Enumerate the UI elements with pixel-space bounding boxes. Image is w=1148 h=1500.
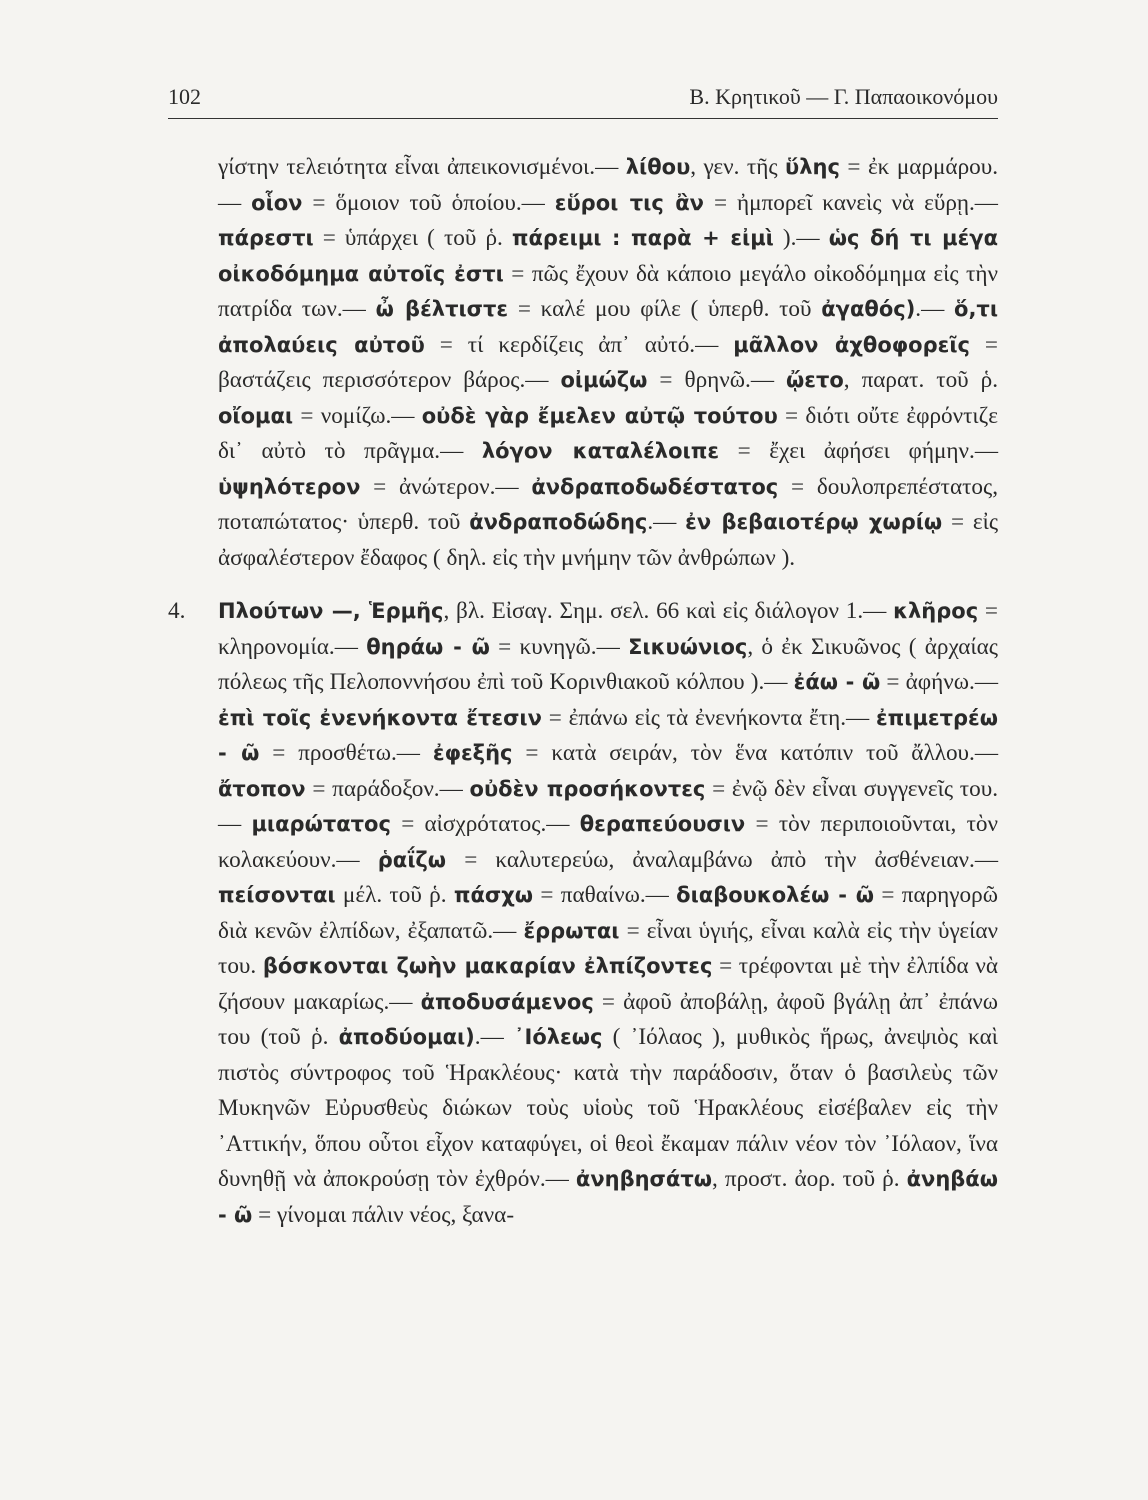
lemma-headword: ἀγαθός)	[821, 297, 916, 321]
lemma-headword: ὑψηλότερον	[218, 474, 361, 499]
gloss-text: = τὸν περιποιοῦνται, τὸν κολακεύουν.—	[218, 811, 999, 873]
lemma-headword: ῥαΐζω	[377, 847, 447, 872]
gloss-text: = ἐπάνω εἰς τὰ ἐνενήκοντα ἔτη.—	[541, 704, 876, 731]
lemma-headword: ἐπιμετρέω - ῶ	[218, 705, 998, 765]
lemma-headword: μᾶλλον ἀχθοφορεῖς	[733, 332, 970, 357]
lemma-headword: Πλούτων —, Ἑρμῆς	[218, 599, 444, 623]
gloss-text: = τί κερδίζεις ἀπ᾽ αὐτό.—	[424, 331, 734, 358]
gloss-text: γίστην τελειότητα εἶναι ἀπεικονισμένοι.—	[218, 154, 626, 180]
gloss-text: = βαστάζεις περισσότερον βάρος.—	[218, 331, 998, 393]
gloss-text: = κυνηγῶ.—	[489, 633, 629, 660]
section-number: 4.	[168, 598, 186, 624]
gloss-text: , παρατ. τοῦ ῥ.	[843, 367, 998, 393]
lemma-headword: ἐάω - ῶ	[793, 670, 881, 694]
gloss-text: = τρέφονται μὲ τὴν ἐλπίδα νὰ ζήσουν μακαρίως.—	[218, 953, 998, 1015]
lemma-headword: οὐδὲ γὰρ ἔμελεν αὐτῷ τούτου	[421, 403, 778, 428]
lemma-headword: ᾤετο	[786, 368, 844, 392]
commentary-text	[168, 150, 999, 1233]
gloss-text: = ἐνῷ δὲν εἶναι συγγενεῖς του.—	[218, 775, 998, 837]
lemma-headword: ἀποδύομαι)	[338, 1025, 475, 1049]
lemma-headword: λίθου	[625, 155, 691, 179]
gloss-text: = ἔχει ἀφήσει φήμην.—	[719, 438, 999, 464]
lemma-headword: ὅ,τι ἀπολαύεις αὐτοῦ	[218, 297, 999, 357]
lemma-headword: διαβουκολέω - ῶ	[676, 883, 875, 907]
lemma-headword: ἔρρωται	[523, 918, 620, 943]
running-title: Β. Κρητικοῦ — Γ. Παπαοικονόμου	[689, 84, 998, 109]
gloss-text: = κατὰ σειράν, τὸν ἕνα κατόπιν τοῦ ἄλλου.—	[512, 740, 999, 766]
gloss-text: = ἐκ μαρμάρου.—	[218, 154, 999, 216]
lemma-headword: ἀνδραποδωδέστατος	[531, 474, 779, 499]
gloss-text: = κληρονομία.—	[218, 598, 998, 660]
gloss-text: = ὑπάρχει ( τοῦ ῥ.	[313, 225, 512, 251]
gloss-text: = δουλοπρεπέστατος, ποταπώτατος· ὑπερθ. τοῦ	[218, 473, 998, 535]
gloss-text: ( ᾽Ιόλαος ), μυθικὸς ἥρως, ἀνεψιὸς καὶ πιστὸς σύντροφος τοῦ Ἡρακλέους· κατὰ τὴν παράδοσιν, ὅταν ὁ βασιλεὺς τῶν Μυκηνῶν Εὐρυσθεὺς διώκων τοὺς υἱοὺς τοῦ Ἡρακλέους εἰσέβαλεν εἰς τὴν ᾽Αττικήν, ὅπου οὗτοι εἶχον καταφύγει, οἱ θεοὶ ἔκαμαν πάλιν νέον τὸν ᾽Ιόλαον, ἵνα δυνηθῇ νὰ ἀποκρούσῃ τὸν ἐχθρόν.—	[218, 1024, 999, 1192]
gloss-text: .—	[915, 296, 955, 322]
lemma-headword: ἄτοπον	[218, 776, 306, 801]
lemma-headword: Σικυώνιος	[628, 634, 748, 659]
gloss-text: = εἰς ἀσφαλέστερον ἔδαφος ( δηλ. εἰς τὴν μνήμην τῶν ἀνθρώπων ).	[218, 509, 999, 571]
gloss-text: = παράδοξον.—	[305, 775, 470, 802]
lemma-headword: ὡς δή τι μέγα οἰκοδόμημα αὐτοῖς ἐστι	[218, 226, 998, 286]
lemma-headword: πείσονται	[218, 883, 336, 907]
page-number: 102	[168, 84, 201, 109]
lemma-headword: οἰμώζω	[560, 368, 648, 392]
lemma-headword: ἐπὶ τοῖς ἐνενήκοντα ἔτεσιν	[218, 705, 542, 730]
lemma-headword: θηράω - ῶ	[366, 634, 490, 659]
gloss-text: , ὁ ἐκ Σικυῶνος ( ἀρχαίας πόλεως τῆς Πελοποννήσου ἐπὶ τοῦ Κορινθιακοῦ κόλπου ).—	[218, 633, 998, 695]
lemma-headword: ἀποδυσάμενος	[420, 989, 594, 1014]
lemma-headword: ἀνηβησάτω	[575, 1167, 712, 1191]
gloss-text: = παθαίνω.—	[533, 882, 677, 908]
gloss-text: = ὅμοιον τοῦ ὁποίου.—	[302, 189, 555, 216]
lemma-headword: πάσχω	[453, 883, 534, 907]
lemma-headword: κλῆρος	[893, 599, 979, 623]
gloss-text: , γεν. τῆς	[690, 154, 786, 180]
section-4-text	[218, 598, 998, 1228]
section-4	[168, 594, 999, 1233]
lemma-headword: πάρεστι	[218, 226, 314, 250]
running-header	[168, 78, 998, 119]
gloss-text: = ἀνώτερον.—	[360, 473, 532, 500]
lemma-headword: οὐδὲν προσήκοντες	[469, 776, 706, 801]
lemma-headword: οἷον	[251, 190, 303, 215]
gloss-text: = διότι οὔτε ἐφρόντιζε δι᾽ αὐτὸ τὸ πρᾶγμα.—	[218, 402, 998, 464]
gloss-text: , βλ. Εἰσαγ. Σημ. σελ. 66 καὶ εἰς διάλογον 1.—	[443, 598, 894, 624]
paragraph-continuation	[218, 150, 998, 576]
lemma-headword: ἐν βεβαιοτέρῳ χωρίῳ	[685, 510, 943, 534]
gloss-text: = καλέ μου φίλε ( ὑπερθ. τοῦ	[508, 296, 822, 322]
gloss-text: = ἀφοῦ ἀποβάλῃ, ἀφοῦ βγάλῃ ἀπ᾽ ἐπάνω του (τοῦ ῥ.	[218, 988, 999, 1050]
lemma-headword: ἀνδραποδώδης	[469, 510, 648, 534]
gloss-text: = εἶναι ὑγιής, εἶναι καλὰ εἰς τὴν ὑγείαν του.	[218, 917, 998, 979]
lemma-headword: πάρειμι : παρὰ + εἰμὶ	[511, 226, 774, 250]
gloss-text: = νομίζω.—	[293, 402, 422, 429]
lemma-headword: ὦ βέλτιστε	[375, 297, 509, 321]
lemma-headword: ἐφεξῆς	[432, 741, 513, 765]
gloss-text: = πῶς ἔχουν δὰ κάποιο μεγάλο οἰκοδόμημα εἰς τὴν πατρίδα των.—	[218, 260, 998, 322]
lemma-headword: ᾽Ιόλεως	[514, 1025, 603, 1049]
lemma-headword: λόγον καταλέλοιπε	[481, 439, 720, 463]
lemma-headword: μιαρώτατος	[251, 812, 391, 836]
gloss-text: = αἰσχρότατος.—	[390, 811, 580, 837]
lemma-headword: ὕλης	[785, 155, 840, 179]
lemma-headword: ἀνηβάω - ῶ	[218, 1167, 998, 1227]
gloss-text: = προσθέτω.—	[259, 740, 433, 766]
gloss-text: .—	[474, 1024, 515, 1050]
lemma-headword: θεραπεύουσιν	[579, 812, 746, 836]
gloss-text: .—	[647, 509, 686, 535]
lemma-headword: βόσκονται ζωὴν μακαρίαν ἐλπίζοντες	[262, 954, 713, 978]
lemma-headword: εὕροι τις ἂν	[554, 190, 704, 215]
gloss-text: , προστ. ἀορ. τοῦ ῥ.	[712, 1166, 907, 1192]
lemma-headword: οἴομαι	[218, 403, 294, 428]
gloss-text: = παρηγορῶ διὰ κενῶν ἐλπίδων, ἐξαπατῶ.—	[218, 882, 998, 944]
gloss-text: = καλυτερεύω, ἀναλαμβάνω ἀπὸ τὴν ἀσθένειαν.—	[446, 846, 999, 873]
gloss-text: = θρηνῶ.—	[647, 367, 787, 393]
gloss-text: = ἀφήνω.—	[880, 669, 999, 695]
gloss-text: μέλ. τοῦ ῥ.	[335, 882, 454, 908]
gloss-text: = ἠμπορεῖ κανεὶς νὰ εὕρῃ.—	[704, 189, 998, 216]
gloss-text: = γίνομαι πάλιν νέος, ξανα-	[252, 1201, 515, 1228]
gloss-text: ).—	[773, 225, 829, 251]
